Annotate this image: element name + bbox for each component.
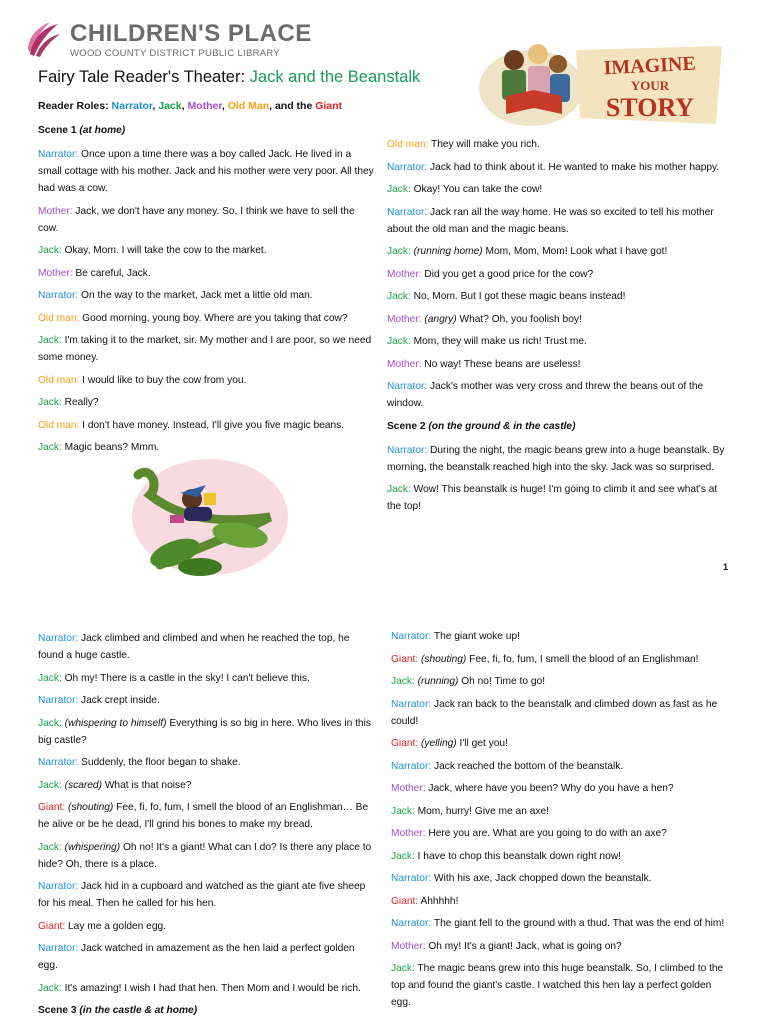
title-prefix: Fairy Tale Reader's Theater: bbox=[38, 68, 250, 86]
role-jack: Jack bbox=[158, 100, 182, 112]
script-line: Narrator: The giant fell to the ground with a thud. That was the end of him! bbox=[391, 918, 725, 929]
script-line: Narrator: During the night, the magic beans grew into a huge beanstalk. By morning, the beanstalk reached high into the sky. Jack was so surprised. bbox=[387, 444, 725, 473]
script-line: Narrator: Jack hid in a cupboard and watched as the giant ate five sheep for his meal. Then he called for his hen. bbox=[38, 881, 366, 909]
script-line: Jack: No, Mom. But I got these magic beans instead! bbox=[387, 291, 626, 302]
script-line: Narrator: On the way to the market, Jack met a little old man. bbox=[38, 290, 313, 301]
script-line: Jack: (whispering) Oh no! It's a giant! What can I do? Is there any place to hide? Oh, there is a place. bbox=[38, 841, 372, 870]
roles-and: , and the bbox=[269, 100, 316, 112]
script-line: Jack: Mom, hurry! Give me an axe! bbox=[391, 805, 549, 817]
library-logo-icon bbox=[24, 20, 62, 58]
script-line: Jack: (scared) What is that noise? bbox=[38, 779, 192, 791]
script-line: Narrator: Jack watched in amazement as the hen laid a perfect golden egg. bbox=[38, 943, 355, 971]
script-line: Mother: Here you are. What are you going to do with an axe? bbox=[391, 828, 667, 839]
script-line: Narrator: Jack climbed and climbed and when he reached the top, he found a huge castle. bbox=[38, 633, 350, 661]
script-line: Jack: (running home) Mom, Mom, Mom! Look what I have got! bbox=[387, 246, 668, 257]
script-line: Narrator: Jack crept inside. bbox=[38, 695, 160, 706]
script-line: Narrator: Jack ran all the way home. He was so excited to tell his mother about the old man and the magic beans. bbox=[387, 206, 714, 235]
script-line: Giant: (shouting) Fee, fi, fo, fum, I smell the blood of an Englishman… Be he alive or be he dead, I'll grind his bones to make my bread. bbox=[38, 802, 369, 830]
script-line: Mother: Did you get a good price for the cow? bbox=[387, 268, 594, 280]
roles-sep: , bbox=[181, 100, 188, 112]
script-line: Jack: Okay, Mom. I will take the cow to the market. bbox=[38, 245, 267, 256]
script-line: Jack: Wow! This beanstalk is huge! I'm going to climb it and see what's at the top! bbox=[387, 484, 718, 512]
page1-right-column bbox=[387, 136, 732, 521]
script-line: Jack: The magic beans grew into this huge beanstalk. So, I climbed to the top and found the giant's castle. I watched this hen lay a perfect golden egg. bbox=[391, 963, 724, 1008]
roles-sep: , bbox=[152, 100, 159, 112]
script-line: Giant: Lay me a golden egg. bbox=[38, 920, 167, 932]
jack-beanstalk-illustration bbox=[120, 455, 290, 585]
script-line: Mother: No way! These beans are useless! bbox=[387, 358, 581, 370]
script-line: Jack: (whispering to himself) Everything is so big in here. Who lives in this big castle? bbox=[38, 717, 371, 746]
script-line: Jack: Mom, they will make us rich! Trust me. bbox=[387, 336, 587, 347]
role-giant: Giant bbox=[315, 100, 343, 112]
reader-roles bbox=[38, 100, 342, 112]
script-line: Jack: I have to chop this beanstalk down right now! bbox=[391, 850, 621, 862]
org-subtitle: WOOD COUNTY DISTRICT PUBLIC LIBRARY bbox=[70, 48, 281, 59]
script-line: Old man: I would like to buy the cow from you. bbox=[38, 374, 247, 386]
page-number: 1 bbox=[723, 562, 729, 572]
page1-left-column bbox=[38, 122, 374, 462]
script-line: Giant: Ahhhhh! bbox=[391, 895, 459, 907]
script-line: Old man: They will make you rich. bbox=[387, 139, 540, 150]
script-line: Jack: Magic beans? Mmm. bbox=[38, 442, 160, 453]
script-line: Jack: Okay! You can take the cow! bbox=[387, 184, 543, 195]
script-line: Mother: Jack, where have you been? Why do you have a hen? bbox=[391, 783, 674, 794]
roles-label: Reader Roles: bbox=[38, 100, 112, 112]
script-line: Jack: Really? bbox=[38, 397, 99, 408]
script-line: Jack: It's amazing! I wish I had that hen. Then Mom and I would be rich. bbox=[38, 982, 361, 994]
script-line: Old man: I don't have money. Instead, I'll give you five magic beans. bbox=[38, 419, 345, 431]
org-name: CHILDREN'S PLACE bbox=[70, 20, 312, 47]
scene-heading: Scene 2 (on the ground & in the castle) bbox=[387, 420, 576, 432]
scene-heading: Scene 1 (at home) bbox=[38, 125, 126, 136]
script-line: Narrator: Jack reached the bottom of the beanstalk. bbox=[391, 760, 624, 772]
script-line: Narrator: The giant woke up! bbox=[391, 631, 520, 642]
script-line: Giant: (shouting) Fee, fi, fo, fum, I smell the blood of an Englishman! bbox=[391, 653, 699, 665]
badge-story: STORY bbox=[605, 93, 695, 122]
page2-left-column bbox=[38, 630, 374, 1026]
role-mother: Mother bbox=[187, 100, 222, 112]
page2-right-column bbox=[391, 628, 733, 1017]
imagine-your-story-illustration bbox=[476, 38, 726, 128]
badge-imagine: IMAGINE bbox=[603, 52, 697, 80]
script-line: Narrator: With his axe, Jack chopped down the beanstalk. bbox=[391, 873, 652, 884]
role-narrator: Narrator bbox=[111, 100, 153, 112]
script-line: Narrator: Once upon a time there was a boy called Jack. He lived in a small cottage with his mother. Jack and his mother were very poor. All they had was a cow. bbox=[38, 149, 374, 194]
scene-heading: Scene 3 (in the castle & at home) bbox=[38, 1005, 198, 1016]
script-line: Mother: Oh my! It's a giant! Jack, what is going on? bbox=[391, 940, 622, 952]
script-line: Narrator: Jack had to think about it. He wanted to make his mother happy. bbox=[387, 161, 720, 173]
script-line: Mother: (angry) What? Oh, you foolish boy! bbox=[387, 313, 582, 325]
page-title bbox=[38, 68, 420, 87]
title-play-name: Jack and the Beanstalk bbox=[249, 68, 421, 86]
script-line: Narrator: Jack ran back to the beanstalk and climbed down as fast as he could! bbox=[391, 698, 718, 727]
script-line: Jack: Oh my! There is a castle in the sky! I can't believe this. bbox=[38, 672, 310, 684]
script-line: Old man: Good morning, young boy. Where are you taking that cow? bbox=[38, 312, 348, 324]
script-line: Jack: I'm taking it to the market, sir. My mother and I are poor, so we need some money. bbox=[38, 335, 372, 363]
script-line: Giant: (yelling) I'll get you! bbox=[391, 738, 508, 749]
script-line: Narrator: Jack's mother was very cross and threw the beans out of the window. bbox=[387, 381, 704, 409]
script-line: Mother: Be careful, Jack. bbox=[38, 267, 151, 279]
script-line: Jack: (running) Oh no! Time to go! bbox=[391, 676, 546, 687]
role-old-man: Old Man bbox=[227, 100, 270, 112]
script-line: Narrator: Suddenly, the floor began to shake. bbox=[38, 757, 241, 768]
badge-your: YOUR bbox=[630, 78, 670, 93]
roles-sep: , bbox=[221, 100, 228, 112]
script-line: Mother: Jack, we don't have any money. So, I think we have to sell the cow. bbox=[38, 205, 355, 234]
